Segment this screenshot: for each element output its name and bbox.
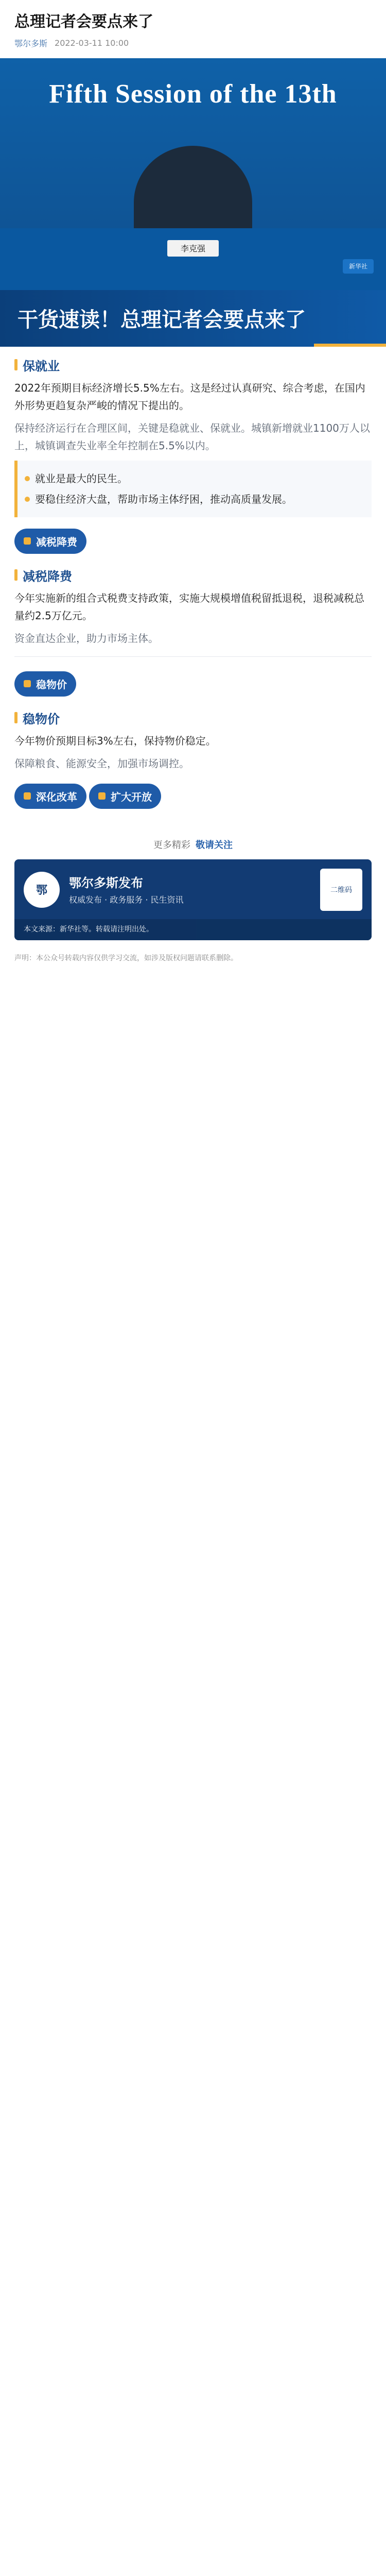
notice-text: 声明：本公众号转载内容仅供学习交流，如涉及版权问题请联系删除。 (14, 954, 238, 963)
paragraph: 资金直达企业，助力市场主体。 (14, 632, 159, 645)
article-title: 总理记者会要点来了 (14, 13, 153, 31)
seal-icon: 鄂 (24, 872, 60, 908)
paragraph: 今年物价预期目标3%左右，保持物价稳定。 (14, 734, 216, 747)
tag-text: 减税降费 (36, 535, 77, 548)
tag-prices (14, 671, 76, 697)
publish-time: 2022-03-11 10:00 (55, 38, 129, 48)
hero-banner-accent (314, 344, 386, 347)
paragraph: 2022年预期目标经济增长5.5%左右。这是经过认真研究、综合考虑，在国内外形势更趋复杂严峻的情况下提出的。 (14, 381, 365, 412)
promo-card-inner (14, 859, 372, 919)
paragraph: 今年实施新的组合式税费支持政策，实施大规模增值税留抵退税，退税减税总量约2.5万亿元。 (14, 591, 364, 622)
highlight-box (14, 461, 372, 517)
section-tax (14, 566, 372, 647)
footer-top-right: 敬请关注 (196, 839, 233, 851)
tag-reform (14, 784, 86, 809)
hero-title: Fifth Session of the 13th (49, 79, 337, 109)
hero-title-row (0, 58, 386, 130)
promo-card[interactable] (14, 859, 372, 941)
footer (0, 838, 386, 964)
article-meta (14, 37, 372, 49)
tag-icon (24, 792, 31, 800)
tag-icon (24, 537, 31, 545)
article-page (0, 0, 386, 964)
hero-image (0, 58, 386, 347)
section-title-accent (14, 712, 17, 723)
tag-text: 稳物价 (36, 678, 67, 691)
promo-subtitle: 权威发布 · 政务服务 · 民生资讯 (69, 895, 184, 905)
section-title-accent (14, 569, 17, 581)
paragraph: 保持经济运行在合理区间，关键是稳就业、保就业。城镇新增就业1100万人以上，城镇调查失业率全年控制在5.5%以内。 (14, 421, 370, 452)
bullet-dot (25, 497, 30, 502)
article-content (0, 356, 386, 824)
article-header (0, 0, 386, 58)
bullet-text: 要稳住经济大盘，帮助市场主体纾困，推动高质量发展。 (35, 493, 292, 505)
section-title-accent (14, 359, 17, 370)
bullet-dot (25, 476, 30, 481)
section-title-text: 保就业 (23, 359, 60, 374)
qr-code-icon[interactable]: 二维码 (320, 869, 362, 911)
section-jobs (14, 356, 372, 517)
tag-icon (98, 792, 106, 800)
speaker-nameplate: 李克强 (167, 240, 219, 257)
tag-text: 深化改革 (36, 790, 77, 803)
section-prices (14, 709, 372, 772)
tag-open (89, 784, 161, 809)
section-title (14, 566, 72, 584)
section-title (14, 709, 60, 727)
divider (14, 656, 372, 657)
tag-tax (14, 529, 86, 554)
paragraph: 保障粮食、能源安全，加强市场调控。 (14, 757, 189, 770)
section-title (14, 356, 60, 374)
promo-bottom: 本文来源：新华社等。转载请注明出处。 (14, 919, 372, 941)
section-title-text: 减税降费 (23, 569, 72, 584)
footer-top (0, 838, 386, 851)
hero-banner (0, 290, 386, 347)
news-logo: 新华社 (343, 259, 374, 274)
promo-text (69, 873, 311, 906)
bullet-text: 就业是最大的民生。 (35, 472, 128, 485)
bullet-row (25, 490, 364, 508)
account-name[interactable]: 鄂尔多斯 (14, 38, 48, 48)
tag-text: 扩大开放 (111, 790, 152, 803)
section-title-text: 稳物价 (23, 711, 60, 726)
tag-icon (24, 680, 31, 687)
bullet-row (25, 470, 364, 487)
promo-title: 鄂尔多斯发布 (69, 876, 143, 890)
footer-top-left: 更多精彩 (153, 839, 190, 851)
hero-banner-text: 干货速读！总理记者会要点来了 (17, 308, 306, 332)
